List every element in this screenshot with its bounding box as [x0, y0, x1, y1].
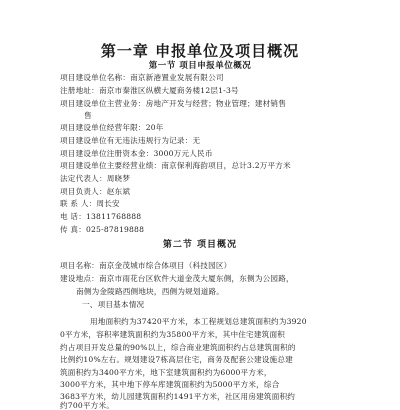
applicant-violations-line: 项目建设单位有无违法违规行为记录：无: [60, 136, 201, 145]
applicant-fax-line: 传 真：025-87819888: [60, 225, 145, 234]
project-para-line: 约占项目开发总量的90%以上，综合商业建筑面积约占总建筑面积的: [60, 343, 296, 352]
project-para-line: 3683平方米，幼儿园建筑面积约1491平方米，社区用房建筑面积约: [60, 392, 296, 401]
project-para-line: 比例约10%左右。规划建设7栋高层住宅，商务及配套公建设施总建: [60, 355, 293, 364]
project-para-line: 0平方米，容积率建筑面积约为35800平方米，其中住宅建筑面积: [60, 330, 286, 339]
project-para-line: 用地面积约为37420平方米，本工程规划总建筑面积约为3920: [90, 317, 307, 326]
applicant-name-line: 项目建设单位名称：南京新港置业发展有限公司: [60, 73, 224, 82]
chapter-title: 第一章 申报单位及项目概况: [100, 42, 300, 60]
applicant-phone-line: 电 话：13811768888: [60, 212, 142, 221]
project-para-line: 3000平方米，其中地下停车库建筑面积约为5000平方米，综合: [60, 380, 280, 389]
applicant-scope-line: 项目建设单位主营业务：房地产开发与经营；物业管理；建材销售: [60, 99, 287, 108]
applicant-scope-cont: 售: [84, 111, 92, 120]
applicant-capital-line: 项目建设单位注册资本金：3000万元人民币: [60, 149, 213, 158]
section2-heading: 第二节 项目概况: [162, 240, 238, 250]
applicant-years-line: 项目建设单位经营年限：20年: [60, 123, 164, 132]
project-para-line: 约700平方米。: [60, 401, 115, 410]
section1-heading: 第一节 项目申报单位概况: [148, 61, 252, 71]
applicant-person-line: 联 系 人：周长安: [60, 199, 120, 208]
project-name-line: 项目名称：南京金茂城市综合体项目（科技园区）: [60, 261, 232, 270]
applicant-legal-rep-line: 法定代表人：周晓梦: [60, 174, 131, 183]
applicant-history-line: 项目建设单位主要经营业绩：南京保利海韵项目，总计3.2万平方米: [60, 161, 291, 170]
project-para-line: 筑面积约为3400平方米，地下室建筑面积约为6000平方米，: [60, 368, 272, 377]
project-location-cont: 南侧为金陵路西侧地块，西侧为规划道路。: [76, 287, 225, 296]
project-location-line: 建设地点：南京市雨花台区软件大道金茂大厦东侧，东侧为公园路，: [60, 274, 294, 283]
applicant-address-line: 注册地址：南京市秦淮区纵横大厦商务楼12层1-3号: [60, 86, 239, 95]
project-sub-heading: 一、项目基本情况: [82, 300, 145, 309]
applicant-contact-line: 项目负责人：赵东斌: [60, 187, 131, 196]
